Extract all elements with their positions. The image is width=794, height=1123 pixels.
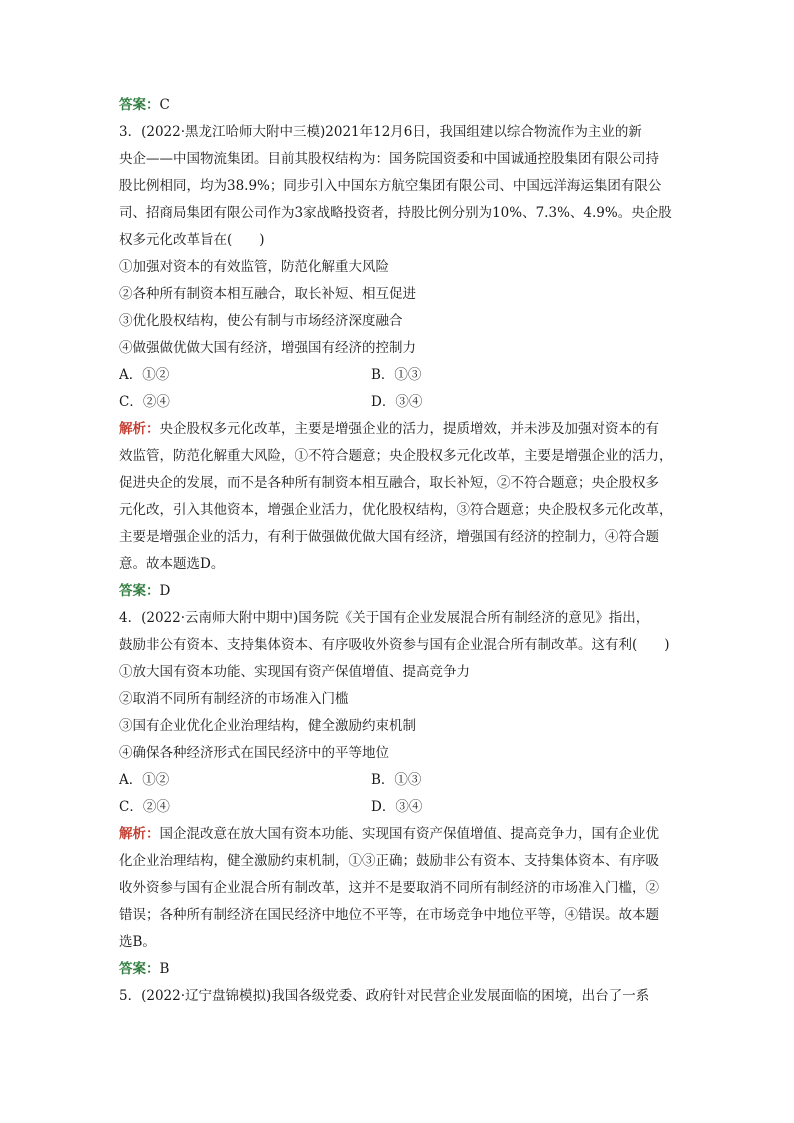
question-3-option-d: D．③④ bbox=[371, 394, 423, 410]
question-3-analysis-line-5: 主要是增强企业的活力，有利于做强做优做大国有经济，增强国有经济的控制力，④符合题 bbox=[119, 529, 659, 545]
question-5-stem-line-1: 5．(2022·辽宁盘锦模拟)我国各级党委、政府针对民营企业发展面临的困境，出台了一系 bbox=[119, 988, 650, 1004]
question-3-stem-line-1: 3．(2022·黑龙江哈师大附中三模)2021年12月6日，我国组建以综合物流作为主业的新 bbox=[119, 124, 642, 140]
question-3-options-row-1 bbox=[119, 362, 679, 389]
answer-value: B bbox=[159, 961, 170, 977]
question-3-item-1: ①加强对资本的有效监管，防范化解重大风险 bbox=[119, 259, 389, 275]
question-3-item-3: ③优化股权结构，使公有制与市场经济深度融合 bbox=[119, 313, 403, 329]
analysis-label: 解析： bbox=[119, 826, 160, 842]
question-3-analysis-line-1 bbox=[119, 416, 679, 443]
question-4-analysis-line-4: 错误；各种所有制经济在国民经济中地位不平等，在市场竞争中地位平等，④错误。故本题 bbox=[119, 907, 659, 923]
question-4-answer-line bbox=[119, 956, 679, 983]
question-4-analysis-line-2: 化企业治理结构，健全激励约束机制，①③正确；鼓励非公有资本、支持集体资本、有序吸 bbox=[119, 853, 659, 869]
question-4-item-4: ④确保各种经济形式在国民经济中的平等地位 bbox=[119, 745, 389, 761]
question-3-options-row-2 bbox=[119, 389, 679, 416]
question-3-analysis-line-4: 元化改，引入其他资本，增强企业活力，优化股权结构，③符合题意；央企股权多元化改革， bbox=[119, 502, 673, 518]
question-4-option-b: B．①③ bbox=[371, 772, 422, 788]
question-3-option-b: B．①③ bbox=[371, 367, 422, 383]
question-3-option-a: A．①② bbox=[119, 367, 170, 383]
document-page bbox=[119, 92, 679, 1010]
question-4-item-3: ③国有企业优化企业治理结构，健全激励约束机制 bbox=[119, 718, 416, 734]
analysis-text: 央企股权多元化改革，主要是增强企业的活力，提质增效，并未涉及加强对资本的有 bbox=[159, 421, 659, 437]
question-3-item-2: ②各种所有制资本相互融合，取长补短、相互促进 bbox=[119, 286, 416, 302]
answer-label: 答案： bbox=[119, 97, 160, 113]
answer-value: D bbox=[159, 583, 171, 599]
question-4-analysis-line-5: 选B。 bbox=[119, 934, 156, 950]
question-4-options-row-2 bbox=[119, 794, 679, 821]
prev-answer-line bbox=[119, 92, 679, 119]
question-3-analysis-line-6: 意。故本题选D。 bbox=[119, 556, 225, 572]
question-4-analysis-line-1 bbox=[119, 821, 679, 848]
question-4-item-2: ②取消不同所有制经济的市场准入门槛 bbox=[119, 691, 349, 707]
question-4-stem-line-2: 鼓励非公有资本、支持集体资本、有序吸收外资参与国有企业混合所有制改革。这有利( ) bbox=[119, 637, 670, 653]
question-4-options-row-1 bbox=[119, 767, 679, 794]
question-3-stem-line-5: 权多元化改革旨在( ) bbox=[119, 232, 265, 248]
question-3-option-c: C．②④ bbox=[119, 394, 170, 410]
analysis-text: 国企混改意在放大国有资本功能、实现国有资产保值增值、提高竞争力，国有企业优 bbox=[159, 826, 659, 842]
question-3-item-4: ④做强做优做大国有经济，增强国有经济的控制力 bbox=[119, 340, 416, 356]
answer-label: 答案： bbox=[119, 961, 160, 977]
question-4-item-1: ①放大国有资本功能、实现国有资产保值增值、提高竞争力 bbox=[119, 664, 470, 680]
question-3-analysis-line-3: 促进央企的发展，而不是各种所有制资本相互融合，取长补短，②不符合题意；央企股权多 bbox=[119, 475, 659, 491]
question-3-stem-line-2: 央企——中国物流集团。目前其股权结构为：国务院国资委和中国诚通控股集团有限公司持 bbox=[119, 151, 659, 167]
question-3-answer-line bbox=[119, 578, 679, 605]
question-4-stem-line-1: 4．(2022·云南师大附中期中)国务院《关于国有企业发展混合所有制经济的意见》指出， bbox=[119, 610, 650, 626]
question-4-analysis-line-3: 收外资参与国有企业混合所有制改革，这并不是要取消不同所有制经济的市场准入门槛，② bbox=[119, 880, 659, 896]
question-3-stem-line-3: 股比例相同，均为38.9%；同步引入中国东方航空集团有限公司、中国远洋海运集团有限公 bbox=[119, 178, 662, 194]
question-4-option-d: D．③④ bbox=[371, 799, 423, 815]
question-3-stem-line-4: 司、招商局集团有限公司作为3家战略投资者，持股比例分别为10%、7.3%、4.9%。央企股 bbox=[119, 205, 672, 221]
question-4-option-a: A．①② bbox=[119, 772, 170, 788]
analysis-label: 解析： bbox=[119, 421, 160, 437]
question-3-analysis-line-2: 效监管，防范化解重大风险，①不符合题意；央企股权多元化改革，主要是增强企业的活力， bbox=[119, 448, 673, 464]
question-4-option-c: C．②④ bbox=[119, 799, 170, 815]
answer-label: 答案： bbox=[119, 583, 160, 599]
answer-value: C bbox=[159, 97, 170, 113]
